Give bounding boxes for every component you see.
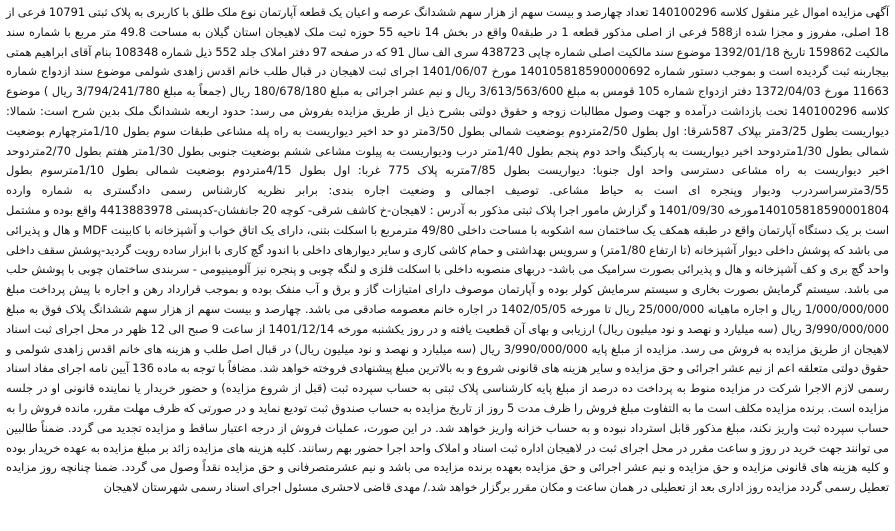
auction-notice-text: آگهی مزایده اموال غیر منقول کلاسه 140100296 تعداد چهارصد و بیست سهم از هزار سهم ششدانگ عرصه و اعیان یک قطعه آپارتمان نوع ملک طلق با کاربری به پلاک ثبتی 10791 فرعی از 18 اصلی، مفروز و مجزا شده از588 فرعی از اصلی مذکور قطعه 1 در طبقه0 واقع در بخش 14 ناحیه 55 حوزه ثبت ملک لاهیجان استان گیلان به مساحت 49.8 متر مربع با شماره سند مالکیت 159862 تاریخ 1392/01/18 موضوع سند مالکیت اصلی شماره چاپی 438723 سری الف سال 91 که در صفحه 97 دفتر املاک جلد 552 ذیل شماره 108348 بنام آقای ابراهیم همتی بیجاربنه ثبت گردیده است و بموجب دستور شماره 140105818590000692 مورخ 1401/06/07 اجرای ثبت لاهیجان در قبال طلب خانم اقدس زاهدی شولمی موضوع سند ازدواج شماره 11663 مورخ 1372/04/03 دفتر ازدواج شماره 105 قومس به مبلغ 3/613/563/600 ریال و نیم عشر اجرائی به مبلغ 180/678/180 ریال (جمعاً به مبلغ 3/794/241/780 ریال ) موضوع کلاسه 140100296 تحت بازداشت درآمده و جهت وصول مطالبات زوجه و حقوق دولتی بشرح ذیل از طریق مزایده بفروش می رسد: حدود اربعه ششدانگ ملک بدین شرح است: شمالا: دیواریست بطول 3/25متر بپلاک 587شرقا: اول بطول 2/50متردوم بوضعیت شمالی بطول 3/50متر دو حد اخیر دیواریست به راه پله مشاعی طبقات سوم بطول 1/10مترچهارم بوضعیت شمالی بطول 1/30متردوحد اخیر دیواریست به پارکینگ واحد دوم پنجم بطول 1/40متر درب ودیواریست به پیلوت مشاعی ششم بوضعیت جنوبی بطول 1/30متر هفتم بطول 2/70متردوحد اخیر دیواریست به راه مشاعی دسترسی واحد اول جنوبا: دیواریست بطول 7/85متربه پلاک 775 غربا: اول بطول 4/15متردوم بوضعیت شمالی بطول 1/10مترسوم بطول 3/55مترسراسردرب ودیوار وپنجره ای است به حیاط مشاعی. توصیف اجمالی و وضعیت اجاره بندی: برابر نظریه کارشناس رسمی دادگستری به شماره وارده 140105818590001804مورخه 1401/09/30 و گزارش مامور اجرا پلاک ثبتی مذکور به آدرس : لاهیجان-خ کاشف شرقی- کوچه 20 جانفشان-کدپستی 4413883978 واقع بوده و مشتمل است بر یک دستگاه آپارتمان واقع در طبقه همکف یک ساختمان سه اشکوبه با مساحت داخلی 49/80 مترمربع با اسکلت بتنی، دارای یک اتاق خواب و آشپزخانه با کابینت MDF و هال و پذیرائی می باشد که پوشش داخلی دیوار آشپزخانه (تا ارتفاع 1/80متر) و سرویس بهداشتی و حمام کاشی کاری و سایر دیوارهای داخلی با اندود گچ کاری با ابزار ساده رویت گردید-پوشش سقف داخلی واحد گچ بری و کف آشپزخانه و هال و پذیرائی بصورت سرامیک می باشد- دربهای منصوبه داخلی با اسکلت فلزی و لنگه چوبی و پنجره نیز آلومینیومی - سربندی ساختمان چوبی با پوشش حلب می باشد. سیستم گرمایش بصورت بخاری و سیستم سرمایش کولر بوده و آپارتمان موصوف دارای امتیازات گاز و برق و آب منفک بوده و بموجب قرارداد رهن و اجاره با پیش پرداخت مبلغ 1/000/000/000 ریال و اجاره ماهیانه 25/000/000 ریال تا مورخه 1402/05/05 در اجاره خانم معصومه صادقی می باشد. چهارصد و بیست سهم از هزار سهم ششدانگ پلاک فوق به مبلغ 3/990/000/000 ریال (سه میلیارد و نهصد و نود میلیون ریال) ارزیابی و بهای آن قطعیت یافته و در روز یکشنبه مورخه 1401/12/14 از ساعت 9 صبح الی 12 ظهر در محل اجرای ثبت اسناد لاهیجان از طریق مزایده به فروش می رسد. مزایده از مبلغ پایه 3/990/000/000 ریال (سه میلیارد و نهصد و نود میلیون ریال) در قبال اصل طلب و هزینه های خانم اقدس زاهدی شولمی و حقوق دولتی متعلقه اعم از نیم عشر اجرائی و حق مزایده و سایر هزینه های قانونی شروع و به بالاترین مبلغ پیشنهادی فروخته خواهد شد. مضافاً با توجه به ماده 136 آیین نامه اجرای مفاد اسناد رسمی لازم الاجرا شرکت در مزایده منوط به پرداخت ده درصد از مبلغ پایه کارشناسی پلاک ثبتی به حساب سپرده ثبت (قبل از شروع مزایده) و حضور خریدار یا نماینده قانونی او در جلسه مزایده است. برنده مزایده مکلف است ما به التفاوت مبلغ فروش را ظرف مدت 5 روز از تاریخ مزایده به حساب صندوق ثبت تودیع نماید و در صورتی که ظرف مهلت مقرر، مانده فروش را به حساب سپرده ثبت واریز نکند، مبلغ مذکور قابل استرداد نبوده و به حساب خزانه واریز خواهد شد. در این صورت، عملیات فروش از درجه اعتبار ساقط و مزایده تجدید می گردد. ضمناً طالبین می توانند جهت خرید در روز و ساعت مقرر در محل اجرای ثبت در لاهیجان اداره ثبت اسناد و املاک واحد اجرا حضور بهم رسانند. کلیه هزینه های مزایده زائد بر مبلغ مزایده به عهده خریدار بوده و کلیه هزینه های قانونی مزایده و حق مزایده و نیم عشر اجرائی و حق مزایده بعهده برنده مزایده می باشد و نیم عشرمتصرفانی و حق مزایده نقداً وصول می گردد. ضمنا چنانچه روز مزایده تعطیل رسمی گردد مزایده روز اداری بعد از تعطیلی در همان ساعت و مکان مقرر برگزار خواهد شد./ مهدی قاضی لاحشری مسئول اجرای اسناد رسمی شهرستان لاهیجان (6, 5, 890, 495)
